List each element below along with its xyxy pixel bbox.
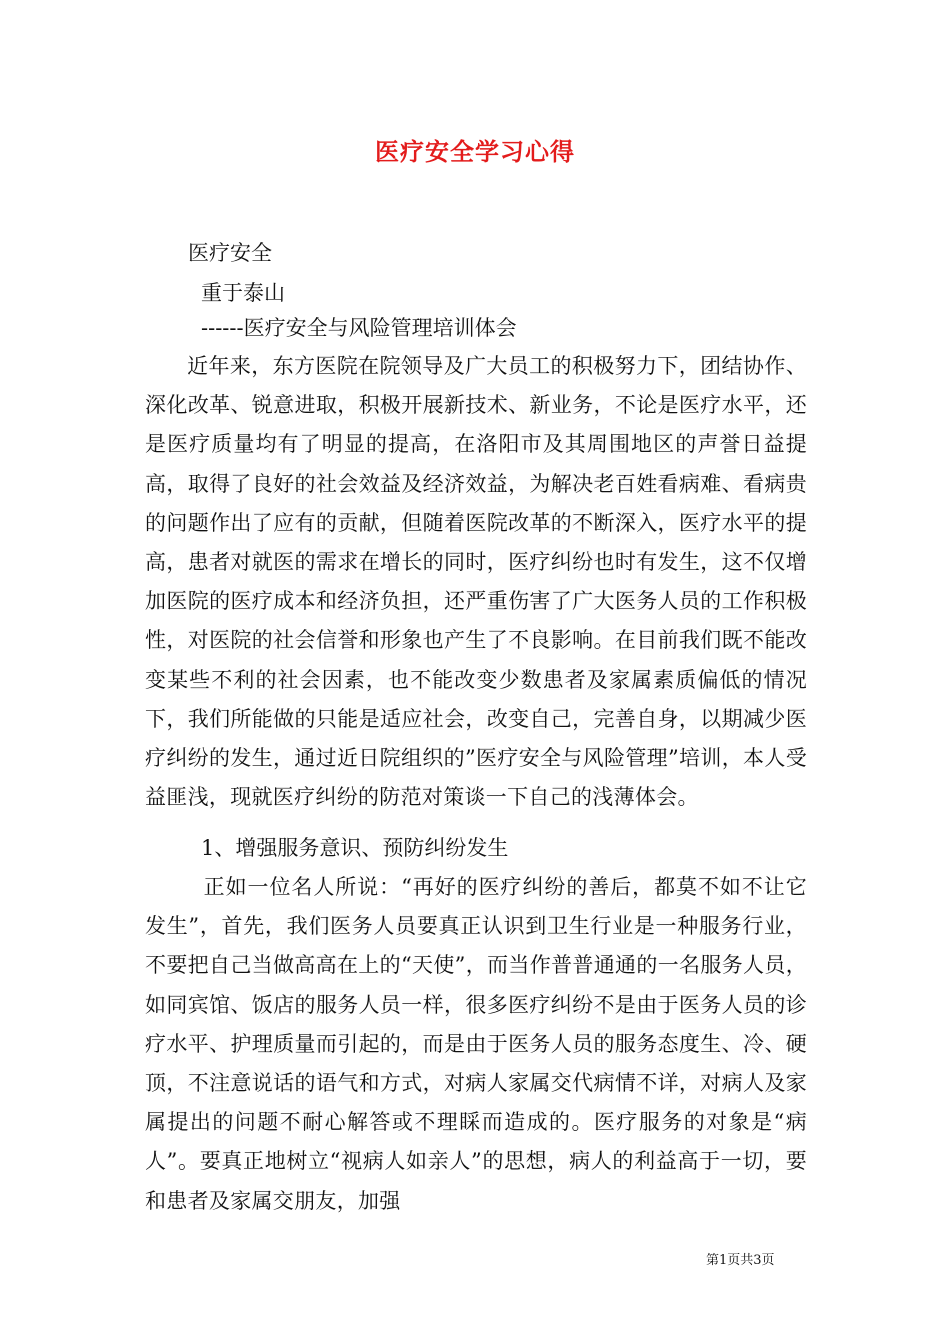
header-line-2: 重于泰山 [201,281,285,305]
paragraph-1 [145,347,807,817]
page-indicator: 第1页共3页 [706,1253,775,1268]
document-title: 医疗安全学习心得 [375,137,575,166]
paragraph-2-text: 正如一位名人所说：“再好的医疗纠纷的善后，都莫不如不让它发生”，首先，我们医务人员要真正认识到卫生行业是一种服务行业，不要把自己当做高高在上的“天使”，而当作普普通通的一名服务人员，如同宾馆、饭店的服务人员一样，很多医疗纠纷不是由于医务人员的诊疗水平、护理质量而引起的，而是由于医务人员的服务态度生、冷、硬顶，不注意说话的语气和方式，对病人家属交代病情不详，对病人及家属提出的问题不耐心解答或不理睬而造成的。医疗服务的对象是“病人”。要真正地树立“视病人如亲人”的思想，病人的利益高于一切，要和患者及家属交朋友，加强 [145,875,807,1213]
header-line-1: 医疗安全 [188,241,272,265]
section-1-heading: 1、增强服务意识、预防纠纷发生 [201,836,509,860]
paragraph-2 [145,868,807,1221]
paragraph-1-text: 近年来，东方医院在院领导及广大员工的积极努力下，团结协作、深化改革、锐意进取，积极开展新技术、新业务，不论是医疗水平，还是医疗质量均有了明显的提高，在洛阳市及其周围地区的声誉日益提高，取得了良好的社会效益及经济效益，为解决老百姓看病难、看病贵的问题作出了应有的贡献，但随着医院改革的不断深入，医疗水平的提高，患者对就医的需求在增长的同时，医疗纠纷也时有发生，这不仅增加医院的医疗成本和经济负担，还严重伤害了广大医务人员的工作积极性，对医院的社会信誉和形象也产生了不良影响。在目前我们既不能改变某些不利的社会因素，也不能改变少数患者及家属素质偏低的情况下，我们所能做的只能是适应社会，改变自己，完善自身，以期减少医疗纠纷的发生，通过近日院组织的”医疗安全与风险管理”培训，本人受益匪浅，现就医疗纠纷的防范对策谈一下自己的浅薄体会。 [145,354,807,810]
header-line-3: ------医疗安全与风险管理培训体会 [201,316,517,340]
